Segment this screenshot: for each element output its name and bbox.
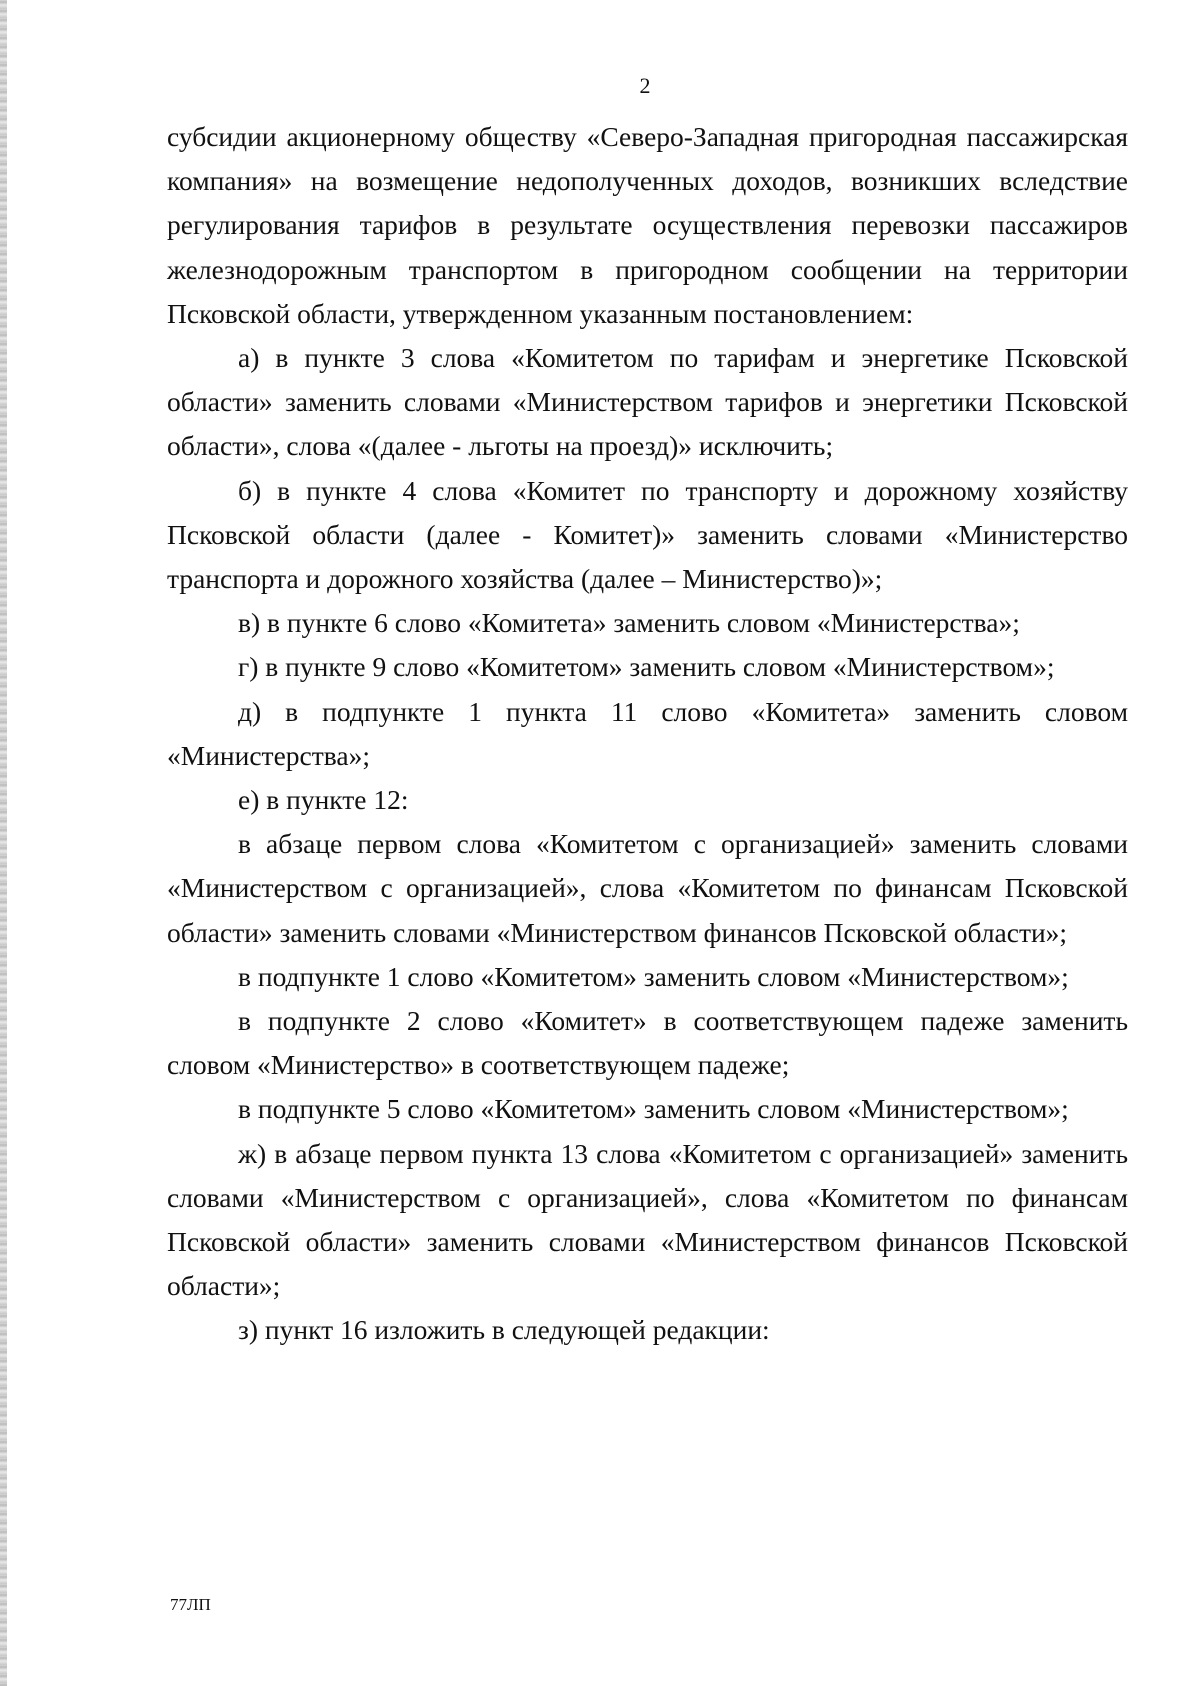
page-number: 2 bbox=[639, 73, 651, 98]
paragraph-item-zh: ж) в абзаце первом пункта 13 слова «Комитетом с организацией» заменить словами «Министерством с организацией», слова «Комитетом по финансам Псковской области» заменить словами «Министерством финансов Псковской области»; bbox=[167, 1137, 1128, 1302]
paragraph-item-e-subpoint-2: в подпункте 2 слово «Комитет» в соответствующем падеже заменить словом «Министерство» в соответствующем падеже; bbox=[167, 1005, 1128, 1081]
paragraph-item-a: а) в пункте 3 слова «Комитетом по тарифам и энергетике Псковской области» заменить словами «Министерством тарифов и энергетики Псковской области», слова «(далее - льготы на проезд)» исключить; bbox=[167, 342, 1128, 462]
document-body bbox=[167, 115, 1128, 1353]
paragraph-item-b: б) в пункте 4 слова «Комитет по транспорту и дорожному хозяйству Псковской области (далее - Комитет)» заменить словами «Министерство транспорта и дорожного хозяйства (далее – Министерство)»; bbox=[167, 474, 1128, 595]
paragraph-item-e-first-abzac: в абзаце первом слова «Комитетом с организацией» заменить словами «Министерством с организацией», слова «Комитетом по финансам Псковской области» заменить словами «Министерством финансов Псковской области»; bbox=[167, 828, 1128, 948]
paragraph-item-z: з) пункт 16 изложить в следующей редакции: bbox=[238, 1314, 770, 1346]
document-code: 77ЛП bbox=[170, 1595, 211, 1614]
paragraph-item-e-subpoint-1: в подпункте 1 слово «Комитетом» заменить словом «Министерством»; bbox=[238, 960, 1069, 992]
paragraph-item-e-subpoint-5: в подпункте 5 слово «Комитетом» заменить словом «Министерством»; bbox=[238, 1093, 1069, 1125]
paragraph-item-d: д) в подпункте 1 пункта 11 слово «Комитета» заменить словом «Министерства»; bbox=[167, 695, 1128, 771]
paragraph-item-e: е) в пункте 12: bbox=[238, 784, 409, 816]
paragraph-item-g: г) в пункте 9 слово «Комитетом» заменить словом «Министерством»; bbox=[238, 651, 1055, 683]
scan-edge bbox=[0, 0, 7, 1686]
paragraph-item-v: в) в пункте 6 слово «Комитета» заменить словом «Министерства»; bbox=[238, 607, 1020, 639]
paragraph-intro: субсидии акционерному обществу «Северо-Западная пригородная пассажирская компания» на возмещение недополученных доходов, возникших вследствие регулирования тарифов в результате осуществления перевозки пассажиров железнодорожным транспортом в пригородном сообщении на территории Псковской области, утвержденном указанным постановлением: bbox=[167, 121, 1128, 329]
